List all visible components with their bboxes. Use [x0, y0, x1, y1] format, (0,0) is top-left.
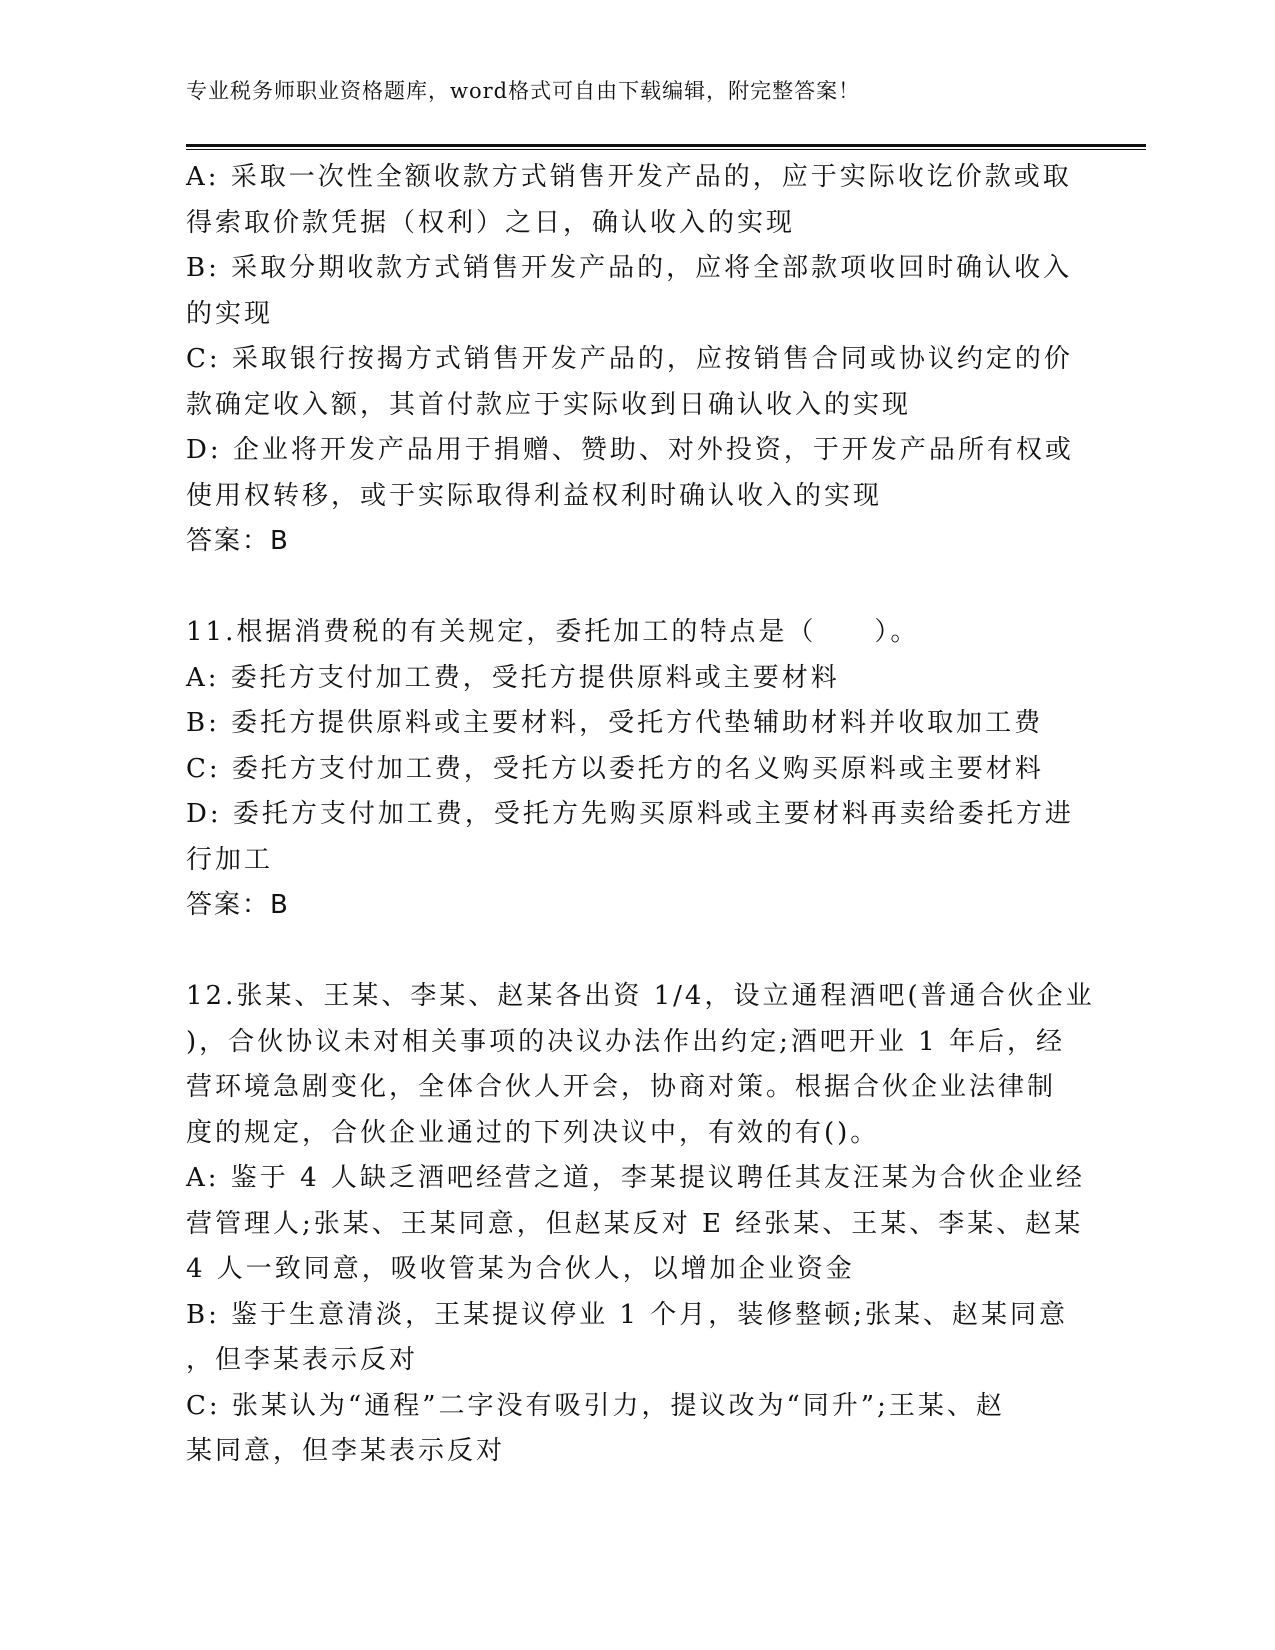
q10-option-a-line1: A: 采取一次性全额收款方式销售开发产品的，应于实际收讫价款或取	[186, 162, 1072, 192]
q12-question-line4: 度的规定，合伙企业通过的下列决议中，有效的有()。	[186, 1117, 880, 1148]
question-11	[186, 610, 1086, 929]
q12-option-a-line2: 营管理人;张某、王某同意，但赵某反对 E 经张某、王某、李某、赵某	[186, 1208, 1084, 1239]
q10-option-a-line2: 得索取价款凭据（权利）之日，确认收入的实现	[186, 207, 796, 238]
document-header: 专业税务师职业资格题库，word格式可自由下载编辑，附完整答案！	[186, 79, 861, 103]
q10-option-d-line2: 使用权转移，或于实际取得利益权利时确认收入的实现	[186, 480, 883, 511]
q12-option-a-line1: A: 鉴于 4 人缺乏酒吧经营之道，李某提议聘任其友汪某为合伙企业经	[186, 1163, 1085, 1193]
q10-answer: 答案：B	[186, 526, 290, 556]
q11-option-d-line1: D: 委托方支付加工费，受托方先购买原料或主要材料再卖给委托方进	[186, 799, 1074, 829]
q12-option-a-line3: 4 人一致同意，吸收管某为合伙人，以增加企业资金	[186, 1254, 855, 1284]
q12-option-b-line1: B: 鉴于生意清淡，王某提议停业 1 个月，装修整顿;张某、赵某同意	[186, 1299, 1068, 1330]
q10-option-c-line1: C: 采取银行按揭方式销售开发产品的，应按销售合同或协议约定的价	[186, 344, 1073, 374]
document-body	[186, 155, 1095, 1475]
q12-question-line2: )，合伙协议未对相关事项的决议办法作出约定;酒吧开业 1 年后，经	[186, 1026, 1065, 1057]
q11-option-b: B: 委托方提供原料或主要材料，受托方代垫辅助材料并收取加工费	[186, 708, 1044, 738]
q10-option-c-line2: 款确定收入额，其首付款应于实际收到日确认收入的实现	[186, 389, 912, 420]
q12-option-c-line1: C: 张某认为“通程”二字没有吸引力，提议改为“同升”;王某、赵	[186, 1390, 1005, 1421]
q10-option-d-line1: D: 企业将开发产品用于捐赠、赞助、对外投资，于开发产品所有权或	[186, 435, 1074, 465]
question-12	[186, 974, 1095, 1475]
header-rule-thin	[186, 149, 1146, 150]
q12-option-c-line2: 某同意，但李某表示反对	[186, 1436, 506, 1466]
q12-option-b-line2: ，但李某表示反对	[186, 1345, 419, 1375]
q11-option-c: C: 委托方支付加工费，受托方以委托方的名义购买原料或主要材料	[186, 753, 1044, 784]
question-spacer	[186, 565, 1086, 611]
q12-question-line3: 营环境急剧变化，全体合伙人开会，协商对策。根据合伙企业法律制	[186, 1072, 1057, 1102]
q11-question: 11.根据消费税的有关规定，委托加工的特点是（ ）。	[186, 617, 920, 647]
q12-question-line1: 12.张某、王某、李某、赵某各出资 1/4，设立通程酒吧(普通合伙企业	[186, 981, 1095, 1011]
q11-option-a: A: 委托方支付加工费，受托方提供原料或主要材料	[186, 662, 840, 693]
q10-option-b-line2: 的实现	[186, 298, 274, 329]
q11-option-d-line2: 行加工	[186, 844, 274, 875]
q10-option-b-line1: B: 采取分期收款方式销售开发产品的，应将全部款项收回时确认收入	[186, 253, 1073, 283]
question-10-options	[186, 155, 1086, 565]
q11-answer: 答案：B	[186, 890, 290, 920]
header-rule-thick	[186, 144, 1146, 147]
question-spacer	[186, 929, 1086, 975]
